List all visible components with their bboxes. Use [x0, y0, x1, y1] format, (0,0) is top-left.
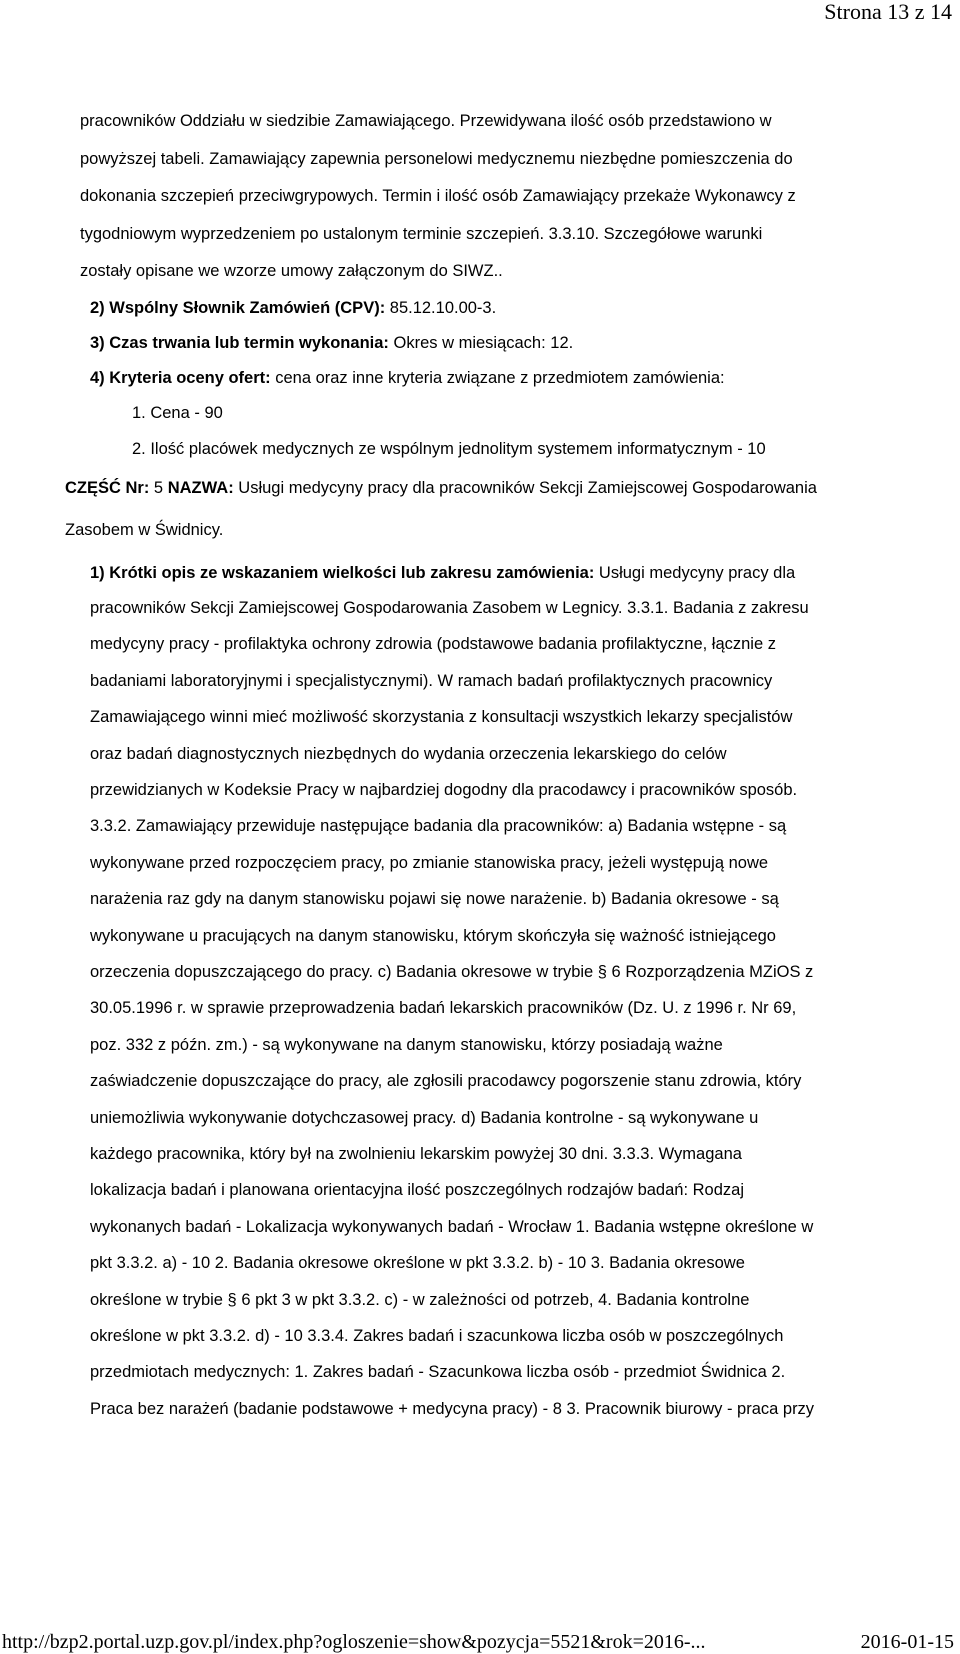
text-line: lokalizacja badań i planowana orientacyjna ilość poszczególnych rodzajów badań: Rodzaj — [90, 1181, 744, 1200]
text-line: każdego pracownika, który był na zwolnieniu lekarskim powyżej 30 dni. 3.3.3. Wymagana — [90, 1145, 742, 1163]
footer-date: 2016-01-15 — [860, 1631, 954, 1653]
text-line: powyższej tabeli. Zamawiający zapewnia personelowi medycznemu niezbędne pomieszczenia do — [80, 149, 793, 168]
duration-line — [90, 326, 930, 361]
document-body — [65, 103, 930, 1427]
criteria-label: 4) Kryteria oceny ofert: — [90, 368, 271, 387]
text-line: Zamawiającego winni mieć możliwość skorzystania z konsultacji wszystkich lekarzy specjalistów — [90, 708, 793, 727]
text-line: określone w pkt 3.3.2. d) - 10 3.3.4. Zakres badań i szacunkowa liczba osób w poszczególnych — [90, 1327, 784, 1346]
text-line: przewidzianych w Kodeksie Pracy w najbardziej dogodny dla pracodawcy i pracowników sposób. — [90, 780, 798, 799]
footer-url: http://bzp2.portal.uzp.gov.pl/index.php?ogloszenie=show&pozycja=5521&rok=2016-... — [2, 1631, 706, 1653]
text-line: uniemożliwia wykonywanie dotychczasowej pracy. d) Badania kontrolne - są wykonywane u — [90, 1108, 759, 1127]
part-label: CZĘŚĆ Nr: — [65, 478, 150, 497]
text-line: wykonywane u pracujących na danym stanowisku, którym skończyła się ważność istniejącego — [90, 926, 776, 945]
criteria-item: 1. Cena - 90 — [132, 403, 223, 422]
text-line: badaniami laboratoryjnymi i specjalistycznymi). W ramach badań profilaktycznych pracownicy — [90, 671, 773, 690]
criteria-value: cena oraz inne kryteria związane z przedmiotem zamówienia: — [270, 368, 725, 387]
text-line: poz. 332 z późn. zm.) - są wykonywane na danym stanowisku, którzy posiadają ważne — [90, 1035, 723, 1054]
short-desc-value: Usługi medycyny pracy dla — [594, 563, 796, 582]
short-desc-first-line — [90, 555, 930, 591]
text-line: określone w trybie § 6 pkt 3 w pkt 3.3.2. c) - w zależności od potrzeb, 4. Badania kontrolne — [90, 1290, 750, 1309]
text-line: medycyny pracy - profilaktyka ochrony zdrowia (podstawowe badania profilaktyczne, łącznie z — [90, 635, 776, 654]
name-label: NAZWA: — [167, 478, 234, 497]
part-number: 5 — [149, 478, 168, 497]
text-line: pracowników Oddziału w siedzibie Zamawiającego. Przewidywana ilość osób przedstawiono w — [80, 112, 772, 130]
page-footer — [0, 1630, 954, 1654]
duration-label: 3) Czas trwania lub termin wykonania: — [90, 333, 389, 352]
text-line: oraz badań diagnostycznych niezbędnych do wydania orzeczenia lekarskiego do celów — [90, 744, 727, 763]
part-details — [65, 291, 930, 1428]
criteria-line — [90, 361, 930, 396]
cpv-value: 85.12.10.00-3. — [385, 298, 497, 317]
text-line: narażenia raz gdy na danym stanowisku pojawi się nowe narażenie. b) Badania okresowe - są — [90, 890, 779, 909]
text-line: Praca bez narażeń (badanie podstawowe + medycyna pracy) - 8 3. Pracownik biurowy - praca przy — [90, 1399, 815, 1418]
short-desc-label: 1) Krótki opis ze wskazaniem wielkości lub zakresu zamówienia: — [90, 563, 595, 582]
cpv-line — [90, 291, 930, 326]
text-line: dokonania szczepień przeciwgrypowych. Termin i ilość osób Zamawiający przekaże Wykonawcy z — [80, 187, 796, 205]
cpv-label: 2) Wspólny Słownik Zamówień (CPV): — [90, 298, 386, 317]
part-heading — [65, 470, 930, 506]
text-line: pkt 3.3.2. a) - 10 2. Badania okresowe określone w pkt 3.3.2. b) - 10 3. Badania okresowe — [90, 1254, 745, 1273]
part-heading-cont: Zasobem w Świdnicy. — [65, 520, 224, 539]
intro-paragraph — [80, 103, 930, 291]
text-line: zostały opisane we wzorze umowy załączonym do SIWZ.. — [80, 262, 503, 280]
text-line: wykonywane przed rozpoczęciem pracy, po zmianie stanowiska pracy, jeżeli występują nowe — [90, 853, 769, 872]
text-line: tygodniowym wyprzedzeniem po ustalonym terminie szczepień. 3.3.10. Szczegółowe warunki — [80, 224, 763, 243]
page-number: Strona 13 z 14 — [824, 0, 952, 24]
text-line: zaświadczenie dopuszczające do pracy, ale zgłosili pracodawcy pogorszenie stanu zdrowia, który — [90, 1072, 802, 1091]
duration-value: Okres w miesiącach: 12. — [388, 333, 574, 352]
text-line: wykonanych badań - Lokalizacja wykonywanych badań - Wrocław 1. Badania wstępne określone w — [90, 1217, 814, 1236]
criteria-item: 2. Ilość placówek medycznych ze wspólnym jednolitym systemem informatycznym - 10 — [132, 439, 766, 458]
text-line: 3.3.2. Zamawiający przewiduje następujące badania dla pracowników: a) Badania wstępne - są — [90, 817, 787, 836]
text-line: 30.05.1996 r. w sprawie przeprowadzenia badań lekarskich pracowników (Dz. U. z 1996 r. Nr 69, — [90, 999, 797, 1018]
name-value: Usługi medycyny pracy dla pracowników Sekcji Zamiejscowej Gospodarowania — [233, 478, 817, 497]
text-line: orzeczenia dopuszczającego do pracy. c) Badania okresowe w trybie § 6 Rozporządzenia MZiOS z — [90, 962, 814, 981]
short-desc-body — [90, 590, 930, 1427]
text-line: pracowników Sekcji Zamiejscowej Gospodarowania Zasobem w Legnicy. 3.3.1. Badania z zakresu — [90, 598, 809, 617]
text-line: przedmiotach medycznych: 1. Zakres badań - Szacunkowa liczba osób - przedmiot Świdnica 2. — [90, 1363, 786, 1382]
